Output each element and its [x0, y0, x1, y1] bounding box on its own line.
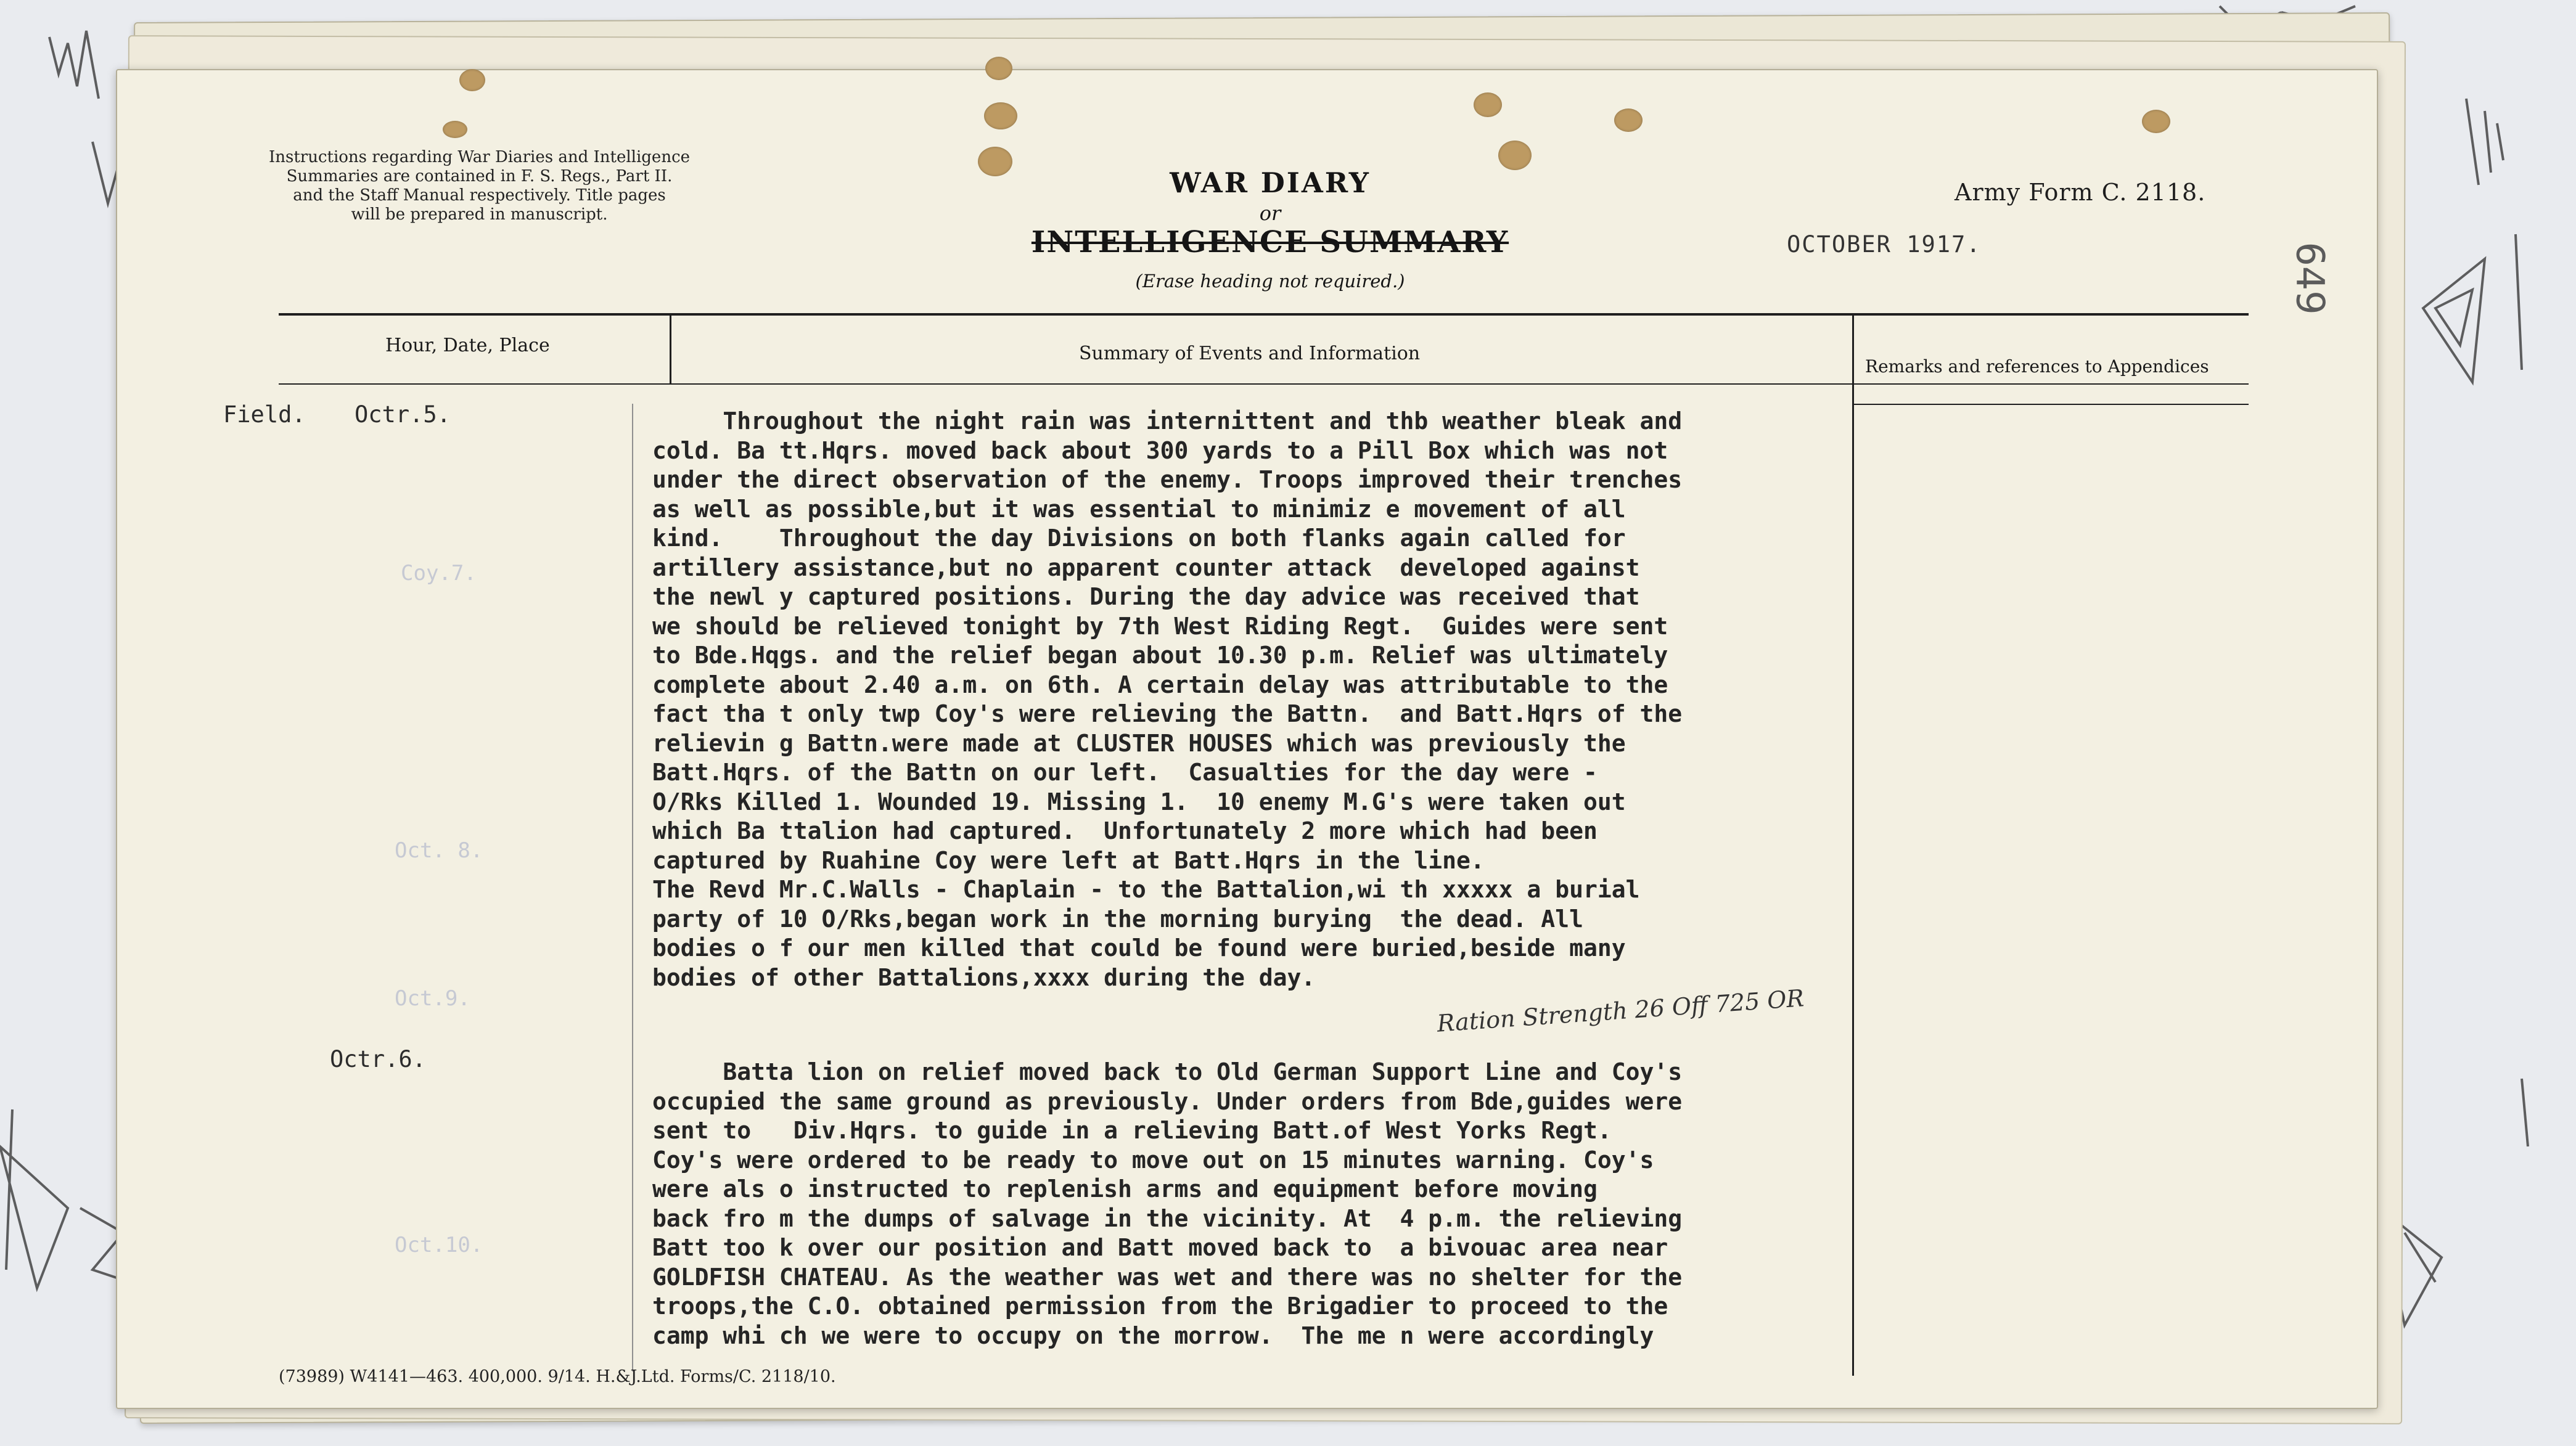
form-print-code: (73989) W4141—463. 400,000. 9/14. H.&J.Ltd. Forms/C. 2118/10.	[279, 1367, 836, 1386]
punch-hole	[1614, 108, 1643, 132]
ghost-text: Coy.7.	[401, 561, 477, 586]
instructions-line: will be prepared in manuscript.	[351, 205, 608, 224]
entry-date: Octr.6.	[330, 1046, 426, 1072]
punch-hole	[443, 121, 467, 138]
punch-hole	[1474, 92, 1502, 117]
instructions-line: and the Staff Manual respectively. Title pages	[293, 186, 666, 205]
column-header-summary: Summary of Events and Information	[1079, 343, 1421, 364]
title-erase-note: (Erase heading not required.)	[1135, 271, 1405, 292]
remarks-header-rule	[1854, 404, 2249, 405]
army-form-number: Army Form C. 2118.	[1955, 179, 2206, 206]
column-header-remarks: Remarks and references to Appendices	[1865, 356, 2209, 377]
title-or: or	[1259, 202, 1281, 225]
instructions-line: Summaries are contained in F. S. Regs., Part II.	[286, 167, 673, 186]
entry-place: Field.	[223, 401, 306, 428]
title-intelligence-summary-struck: INTELLIGENCE SUMMARY	[1031, 225, 1509, 259]
punch-hole	[1498, 141, 1532, 170]
ghost-text: Oct. 8.	[395, 838, 483, 863]
punch-hole	[985, 57, 1012, 80]
entry-text: Throughout the night rain was internittent and thb weather bleak and cold. Ba tt.Hqrs. moved back about 300 yards to a Pill Box which was not under the direct observation of the enemy. Troops improved their trenches as well as possible,but it was essential to minimiz e movement of all kind. Throughout the day Divisions on both flanks again called for artillery assistance,but no apparent counter attack developed against the newl y captured positions. During the day advice was received that we should be relieved tonight by 7th West Riding Regt. Guides were sent to Bde.Hqgs. and the relief began about 10.30 p.m. Relief was ultimately complete about 2.40 a.m. on 6th. A certain delay was attributable to the fact tha t only twp Coy's were relieving the Battn. and Batt.Hqrs of the relievin g Battn.were made at CLUSTER HOUSES which was previously the Batt.Hqrs. of the Battn on our left. Casualties for the day were - O/Rks Killed 1. Wounded 19. Missing 1. 10 enemy M.G's were taken out which Ba ttalion had captured. Unfortunately 2 more which had been captured by Ruahine Coy were left at Batt.Hqrs in the line. The Revd Mr.C.Walls - Chaplain - to the Battalion,wi th xxxxx a burial party of 10 O/Rks,began work in the morning burying the dead. All bodies o f our men killed that could be found were buried,beside many bodies of other Battalions,xxxx during the day.	[652, 407, 1683, 991]
diary-month: OCTOBER 1917.	[1787, 231, 1982, 258]
column-header-hour-date-place: Hour, Date, Place	[385, 335, 550, 356]
punch-hole	[2142, 110, 2170, 133]
punch-hole	[459, 69, 485, 91]
ghost-text: Oct.10.	[395, 1233, 483, 1257]
ghost-text: Oct.9.	[395, 986, 470, 1011]
handwritten-ration-strength: Ration Strength 26 Off 725 OR	[1436, 984, 1805, 1037]
instructions-text	[154, 148, 805, 224]
punch-hole	[984, 102, 1017, 129]
folio-number: 649	[2287, 242, 2333, 315]
entry-date: Octr.5.	[355, 401, 451, 428]
header-rule	[279, 313, 2249, 316]
form-title	[962, 166, 1578, 292]
entry-text: Batta lion on relief moved back to Old German Support Line and Coy's occupied the same ground as previously. Under orders from Bde,guides were sent to Div.Hqrs. to guide in a relieving Batt.of West Yorks Regt. Coy's were ordered to be ready to move out on 15 minutes warning. Coy's were als o instructed to replenish arms and equipment before moving back fro m the dumps of salvage in the vicinity. At 4 p.m. the relieving Batt too k over our position and Batt moved back to a bivouac area near GOLDFISH CHATEAU. As the weather was wet and there was no shelter for the troops,the C.O. obtained permission from the Brigadier to proceed to the camp whi ch we were to occupy on the morrow. The me n were accordingly	[652, 1058, 1683, 1349]
column-header-rule	[279, 383, 2249, 385]
instructions-line: Instructions regarding War Diaries and Intelligence	[268, 148, 691, 166]
title-war-diary: WAR DIARY	[1170, 166, 1371, 199]
column-divider-1	[670, 316, 671, 383]
column-divider-faint	[632, 404, 633, 1371]
